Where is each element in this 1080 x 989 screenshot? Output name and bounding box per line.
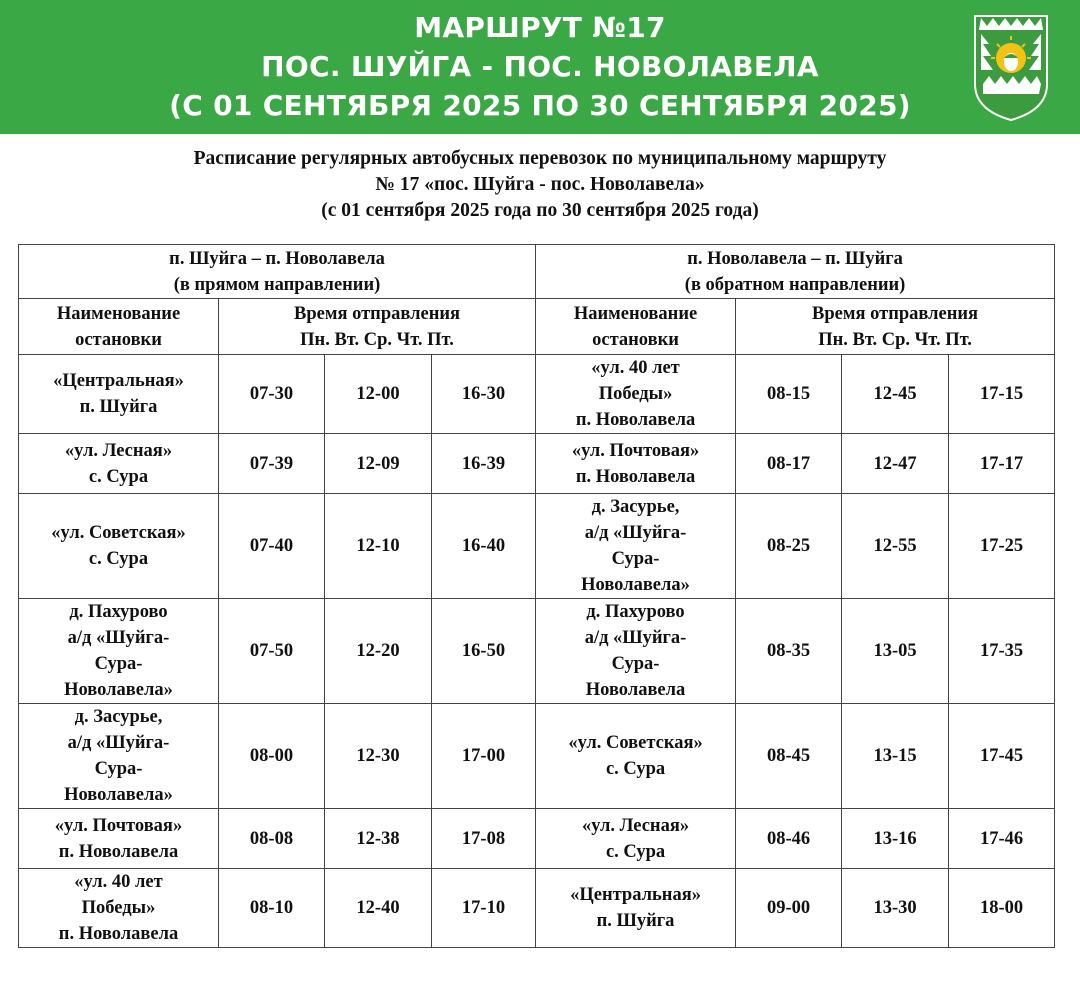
schedule-table — [18, 244, 1055, 948]
direction-line: п. Новолавела – п. Шуйга — [687, 248, 903, 269]
stop-name-line: «ул. Советская» — [51, 523, 186, 543]
stop-name-line: Сура- — [94, 654, 143, 674]
reverse-direction-header — [536, 245, 1055, 299]
reverse-stop-name — [536, 434, 736, 494]
reverse-departure-time: 08-15 — [736, 355, 842, 434]
stop-name-line: Сура- — [611, 549, 660, 569]
forward-departure-time: 16-30 — [432, 355, 536, 434]
coat-of-arms-icon — [973, 14, 1049, 122]
document-title — [60, 146, 1020, 224]
header-line: Наименование — [56, 303, 181, 324]
stop-name-line: Сура- — [94, 759, 143, 779]
table-row — [19, 355, 1055, 434]
stop-name-line: Победы» — [81, 898, 156, 918]
stop-name-line: п. Новолавела — [58, 924, 179, 944]
document-title-line: (с 01 сентября 2025 года по 30 сентября 2025 года) — [321, 200, 759, 221]
stop-name-line: «Центральная» — [570, 885, 701, 905]
forward-departure-time: 12-20 — [325, 599, 432, 704]
stop-name-line: «ул. Лесная» — [581, 815, 690, 836]
header-banner — [0, 0, 1080, 134]
reverse-departure-time: 13-05 — [842, 599, 949, 704]
direction-line: п. Шуйга – п. Новолавела — [169, 248, 385, 269]
table-row — [19, 494, 1055, 599]
header-line: Время отправления — [812, 303, 979, 324]
stop-name-line: Новолавела» — [64, 785, 173, 805]
reverse-departure-time: 09-00 — [736, 869, 842, 948]
header-line: остановки — [592, 329, 679, 350]
forward-departure-time: 16-50 — [432, 599, 536, 704]
forward-departure-time: 07-30 — [219, 355, 325, 434]
schedule-body — [19, 355, 1055, 948]
stop-name-line: Новолавела — [585, 680, 686, 700]
forward-stop-name — [19, 704, 219, 809]
forward-departure-time: 16-40 — [432, 494, 536, 599]
stop-name-line: п. Шуйга — [596, 911, 675, 931]
stop-name-line: п. Новолавела — [575, 410, 696, 430]
banner-title — [150, 8, 930, 125]
forward-departure-time: 08-10 — [219, 869, 325, 948]
document-title-line: № 17 «пос. Шуйга - пос. Новолавела» — [375, 174, 705, 195]
forward-departure-time: 12-09 — [325, 434, 432, 494]
forward-stop-name — [19, 494, 219, 599]
forward-departure-time: 12-10 — [325, 494, 432, 599]
stop-name-line: «ул. Почтовая» — [571, 440, 700, 461]
stop-name-line: Сура- — [611, 654, 660, 674]
stop-name-line: «ул. 40 лет — [74, 872, 163, 892]
stop-name-line: Победы» — [598, 384, 673, 404]
reverse-departure-time: 18-00 — [949, 869, 1055, 948]
forward-departure-time: 08-08 — [219, 809, 325, 869]
banner-title-line: ПОС. ШУЙГА - ПОС. НОВОЛАВЕЛА — [261, 50, 819, 83]
forward-stop-name — [19, 599, 219, 704]
stop-name-line: д. Засурье, — [74, 707, 163, 727]
forward-departure-time: 08-00 — [219, 704, 325, 809]
reverse-departure-time: 12-47 — [842, 434, 949, 494]
stop-name-line: с. Сура — [88, 549, 149, 569]
forward-departure-time: 07-39 — [219, 434, 325, 494]
reverse-departure-time: 12-55 — [842, 494, 949, 599]
stop-name-line: д. Засурье, — [591, 497, 680, 517]
reverse-departure-time: 13-15 — [842, 704, 949, 809]
column-header-row — [19, 299, 1055, 355]
stop-name-line: «ул. 40 лет — [591, 358, 680, 378]
reverse-stop-name — [536, 494, 736, 599]
stop-name-line: п. Новолавела — [575, 466, 696, 487]
table-row — [19, 599, 1055, 704]
header-line: Наименование — [573, 303, 698, 324]
header-line: Пн. Вт. Ср. Чт. Пт. — [818, 329, 972, 350]
header-line: Пн. Вт. Ср. Чт. Пт. — [300, 329, 454, 350]
stop-name-line: а/д «Шуйга- — [67, 628, 170, 648]
forward-departure-time: 12-38 — [325, 809, 432, 869]
stop-name-line: а/д «Шуйга- — [584, 628, 687, 648]
stop-name-line: с. Сура — [88, 466, 149, 487]
direction-line: (в обратном направлении) — [684, 274, 906, 295]
forward-departure-time: 16-39 — [432, 434, 536, 494]
forward-departure-time: 12-40 — [325, 869, 432, 948]
forward-departure-time: 12-00 — [325, 355, 432, 434]
forward-departure-time: 12-30 — [325, 704, 432, 809]
forward-departure-time: 17-10 — [432, 869, 536, 948]
header-line: остановки — [75, 329, 162, 350]
stop-name-line: Новолавела» — [581, 575, 690, 595]
stop-name-line: д. Пахурово — [586, 602, 685, 622]
reverse-stop-header — [536, 299, 736, 355]
reverse-departure-time: 17-45 — [949, 704, 1055, 809]
reverse-departure-time: 13-30 — [842, 869, 949, 948]
banner-title-line: (С 01 СЕНТЯБРЯ 2025 ПО 30 СЕНТЯБРЯ 2025) — [169, 89, 911, 122]
stop-name-line: с. Сура — [605, 841, 666, 862]
reverse-stop-name — [536, 355, 736, 434]
table-row — [19, 434, 1055, 494]
forward-departure-time: 07-40 — [219, 494, 325, 599]
stop-name-line: п. Новолавела — [58, 841, 179, 862]
stop-name-line: «ул. Лесная» — [64, 440, 173, 461]
direction-header-row — [19, 245, 1055, 299]
forward-stop-name — [19, 434, 219, 494]
reverse-departure-time: 12-45 — [842, 355, 949, 434]
table-row — [19, 809, 1055, 869]
reverse-departure-time: 08-35 — [736, 599, 842, 704]
forward-departure-time: 17-00 — [432, 704, 536, 809]
stop-name-line: Новолавела» — [64, 680, 173, 700]
table-row — [19, 704, 1055, 809]
forward-departure-time: 17-08 — [432, 809, 536, 869]
reverse-time-header — [736, 299, 1055, 355]
reverse-stop-name — [536, 599, 736, 704]
direction-line: (в прямом направлении) — [173, 274, 381, 295]
reverse-departure-time: 08-45 — [736, 704, 842, 809]
stop-name-line: с. Сура — [605, 759, 666, 779]
reverse-departure-time: 17-46 — [949, 809, 1055, 869]
stop-name-line: «Центральная» — [53, 371, 184, 391]
stop-name-line: п. Шуйга — [79, 397, 158, 417]
forward-direction-header — [19, 245, 536, 299]
reverse-stop-name — [536, 809, 736, 869]
stop-name-line: д. Пахурово — [69, 602, 168, 622]
reverse-departure-time: 17-35 — [949, 599, 1055, 704]
forward-stop-name — [19, 869, 219, 948]
forward-departure-time: 07-50 — [219, 599, 325, 704]
stop-name-line: а/д «Шуйга- — [584, 523, 687, 543]
stop-name-line: а/д «Шуйга- — [67, 733, 170, 753]
reverse-departure-time: 13-16 — [842, 809, 949, 869]
reverse-stop-name — [536, 869, 736, 948]
reverse-departure-time: 08-17 — [736, 434, 842, 494]
forward-stop-header — [19, 299, 219, 355]
forward-time-header — [219, 299, 536, 355]
document-title-line: Расписание регулярных автобусных перевозок по муниципальному маршруту — [193, 148, 887, 169]
reverse-departure-time: 17-25 — [949, 494, 1055, 599]
banner-title-line: МАРШРУТ №17 — [414, 11, 666, 44]
header-line: Время отправления — [294, 303, 461, 324]
stop-name-line: «ул. Советская» — [568, 733, 703, 753]
reverse-departure-time: 08-25 — [736, 494, 842, 599]
stop-name-line: «ул. Почтовая» — [54, 815, 183, 836]
reverse-stop-name — [536, 704, 736, 809]
reverse-departure-time: 17-17 — [949, 434, 1055, 494]
reverse-departure-time: 08-46 — [736, 809, 842, 869]
forward-stop-name — [19, 809, 219, 869]
reverse-departure-time: 17-15 — [949, 355, 1055, 434]
table-row — [19, 869, 1055, 948]
forward-stop-name — [19, 355, 219, 434]
